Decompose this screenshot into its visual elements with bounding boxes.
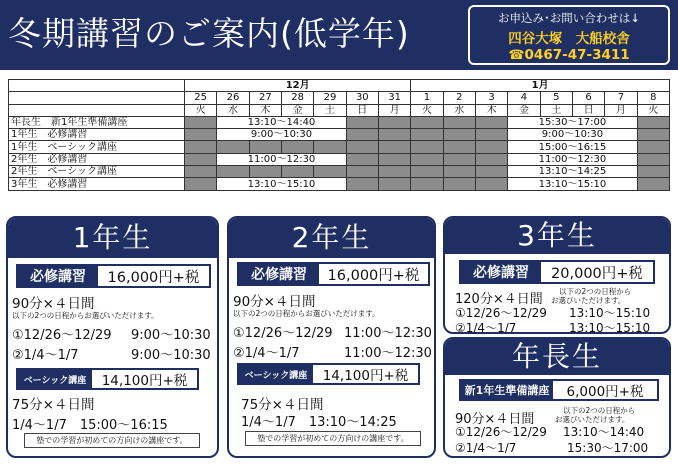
- table-row: [9, 178, 670, 190]
- grade2-card: [227, 216, 436, 458]
- closed-cell: [281, 141, 313, 153]
- plan-name: 必修講習: [239, 264, 319, 284]
- grade2-basic-plan: [237, 363, 420, 385]
- weekday-cell: 火: [637, 104, 669, 116]
- weekday-cell: 火: [411, 104, 443, 116]
- weekday-cell: 水: [443, 104, 475, 116]
- closed-cell: [346, 129, 378, 141]
- closed-cell: [411, 166, 443, 178]
- row-label: 2年生 ベーシック講座: [9, 166, 185, 178]
- duration: 75分×４日間: [12, 397, 95, 413]
- grade3-card: [443, 216, 671, 334]
- option-2-time: 11:00～12:30: [344, 346, 432, 361]
- option-2-date: ②1/4～1/7: [455, 441, 517, 455]
- closed-cell: [378, 129, 410, 141]
- option-1-time: 13:10～14:40: [563, 425, 645, 439]
- grade2-title: 2年生: [229, 218, 434, 258]
- closed-cell: [411, 178, 443, 190]
- plan-price: 20,000円+税: [551, 265, 643, 282]
- contact-label: お申込み･お問い合わせは↓: [498, 11, 640, 25]
- date-cell: 25: [185, 92, 217, 104]
- closed-cell: [249, 166, 281, 178]
- weekday-cell: 月: [605, 104, 637, 116]
- weekday-cell: 月: [378, 104, 410, 116]
- weekday-cell: 水: [217, 104, 249, 116]
- date-cell: 3: [475, 92, 507, 104]
- closed-cell: [443, 141, 475, 153]
- weekday-cell: 木: [475, 104, 507, 116]
- date-cell: 6: [572, 92, 604, 104]
- closed-cell: [314, 166, 346, 178]
- choose-note-1: 以下の2つの日程から: [563, 406, 636, 415]
- closed-cell: [411, 141, 443, 153]
- plan-price: 14,100円+税: [322, 368, 409, 384]
- jan-time-cell: 13:10～14:25: [508, 166, 637, 178]
- closed-cell: [185, 153, 217, 165]
- row-label: 1年生 必修講習: [9, 129, 185, 141]
- row-label: 3年生 必修講習: [9, 178, 185, 190]
- beginner-note: 塾での学習が初めての方向けの講座です。: [24, 433, 200, 448]
- closed-cell: [443, 153, 475, 165]
- closed-cell: [637, 153, 669, 165]
- closed-cell: [378, 166, 410, 178]
- option-2-date: ②1/4～1/7: [455, 321, 517, 335]
- plan-name: 新1年生準備講座: [461, 381, 553, 399]
- date-cell: 2: [443, 92, 475, 104]
- table-row: [9, 153, 670, 165]
- plan-price: 16,000円+税: [327, 267, 420, 284]
- closed-cell: [637, 166, 669, 178]
- dec-time-cell: 11:00～12:30: [217, 153, 346, 165]
- duration: 90分×４日間: [233, 294, 316, 310]
- header-blank: [9, 104, 185, 116]
- closed-cell: [411, 153, 443, 165]
- option-1-date: ①12/26～12/29: [12, 328, 112, 343]
- basic-date: 1/4～1/7 13:10～14:25: [241, 415, 397, 430]
- phone-line: [470, 47, 668, 63]
- duration: 75分×４日間: [241, 397, 324, 413]
- date-row: [9, 92, 670, 104]
- kinder-prep-plan: [459, 379, 659, 401]
- table-row: [9, 141, 670, 153]
- option-1-date: ①12/26～12/29: [455, 425, 547, 439]
- jan-time-cell: 11:00～12:30: [508, 153, 637, 165]
- closed-cell: [249, 141, 281, 153]
- closed-cell: [475, 166, 507, 178]
- table-row: [9, 166, 670, 178]
- closed-cell: [346, 153, 378, 165]
- row-label: 1年生 ベーシック講座: [9, 141, 185, 153]
- closed-cell: [475, 129, 507, 141]
- option-1-time: 13:10～15:10: [569, 306, 651, 320]
- plan-name: 必修講習: [461, 262, 541, 282]
- closed-cell: [475, 141, 507, 153]
- jan-time-cell: 15:30～17:00: [508, 116, 637, 128]
- closed-cell: [185, 116, 217, 128]
- weekday-cell: 金: [281, 104, 313, 116]
- option-1-time: 11:00～12:30: [344, 326, 432, 341]
- weekday-cell: 金: [508, 104, 540, 116]
- plan-name: 必修講習: [18, 266, 98, 286]
- duration: 120分×４日間: [455, 292, 543, 307]
- beginner-note: 塾での学習が初めての方向けの講座です。: [245, 431, 421, 446]
- closed-cell: [637, 116, 669, 128]
- closed-cell: [475, 153, 507, 165]
- grade1-title: 1年生: [8, 218, 217, 258]
- closed-cell: [314, 141, 346, 153]
- dec-time-cell: 13:10～15:10: [217, 178, 346, 190]
- date-cell: 29: [314, 92, 346, 104]
- option-1-date: ①12/26～12/29: [233, 326, 333, 341]
- option-2-time: 13:10～15:10: [569, 321, 651, 335]
- month-row: [9, 80, 670, 92]
- school-name: 四谷大塚 大船校舎: [508, 31, 630, 47]
- basic-date: 1/4～1/7 15:00～16:15: [12, 418, 168, 433]
- choose-note: 以下の2つの日程からお選びいただけます。: [233, 309, 380, 318]
- month-dec: 12月: [185, 80, 411, 92]
- jan-time-cell: 15:00～16:15: [508, 141, 637, 153]
- closed-cell: [637, 141, 669, 153]
- duration: 90分×４日間: [455, 412, 535, 427]
- closed-cell: [185, 166, 217, 178]
- closed-cell: [346, 116, 378, 128]
- date-cell: 26: [217, 92, 249, 104]
- closed-cell: [411, 116, 443, 128]
- closed-cell: [346, 141, 378, 153]
- date-cell: 1: [411, 92, 443, 104]
- closed-cell: [185, 141, 217, 153]
- date-cell: 5: [540, 92, 572, 104]
- option-2-time: 9:00～10:30: [131, 348, 211, 363]
- date-cell: 28: [281, 92, 313, 104]
- plan-price: 16,000円+税: [107, 269, 200, 286]
- table-row: [9, 129, 670, 141]
- page-title: 冬期講習のご案内(低学年): [8, 14, 410, 53]
- choose-note-2: お選びいただけます。: [551, 296, 626, 305]
- option-1-time: 9:00～10:30: [131, 328, 211, 343]
- date-cell: 27: [249, 92, 281, 104]
- header-blank: [9, 92, 185, 104]
- header-blank: [9, 80, 185, 92]
- month-jan: 1月: [411, 80, 670, 92]
- schedule-table: [8, 79, 670, 191]
- duration: 90分×４日間: [12, 296, 95, 312]
- closed-cell: [443, 116, 475, 128]
- choose-note: 以下の2つの日程からお選びいただけます。: [12, 311, 159, 320]
- closed-cell: [217, 141, 249, 153]
- closed-cell: [346, 178, 378, 190]
- closed-cell: [346, 166, 378, 178]
- closed-cell: [378, 178, 410, 190]
- option-2-date: ②1/4～1/7: [233, 346, 300, 361]
- grade1-basic-plan: [16, 368, 199, 390]
- closed-cell: [411, 129, 443, 141]
- date-cell: 31: [378, 92, 410, 104]
- plan-price: 6,000円+税: [566, 384, 644, 400]
- option-2-time: 15:30～17:00: [567, 441, 649, 455]
- closed-cell: [217, 166, 249, 178]
- option-1-date: ①12/26～12/29: [455, 306, 547, 320]
- choose-note-1: 以下の2つの日程から: [559, 287, 632, 296]
- jan-time-cell: 9:00～10:30: [508, 129, 637, 141]
- kinder-card: [443, 337, 671, 458]
- plan-name: ベーシック講座: [239, 365, 313, 383]
- plan-price: 14,100円+税: [101, 373, 188, 389]
- jan-time-cell: 13:10～15:10: [508, 178, 637, 190]
- weekday-row: [9, 104, 670, 116]
- dec-time-cell: 9:00～10:30: [217, 129, 346, 141]
- plan-name: ベーシック講座: [18, 370, 92, 388]
- choose-note-2: お選びいただけます。: [555, 415, 630, 424]
- date-cell: 8: [637, 92, 669, 104]
- closed-cell: [475, 178, 507, 190]
- closed-cell: [185, 178, 217, 190]
- grade3-required-plan: [459, 260, 655, 284]
- grade3-title: 3年生: [445, 218, 669, 254]
- weekday-cell: 土: [314, 104, 346, 116]
- weekday-cell: 土: [540, 104, 572, 116]
- weekday-cell: 火: [185, 104, 217, 116]
- row-label: 年長生 新1年生準備講座: [9, 116, 185, 128]
- header-banner: [0, 0, 678, 70]
- dec-time-cell: 13:10～14:40: [217, 116, 346, 128]
- weekday-cell: 日: [346, 104, 378, 116]
- kinder-title: 年長生: [445, 339, 669, 375]
- closed-cell: [378, 116, 410, 128]
- closed-cell: [637, 129, 669, 141]
- weekday-cell: 日: [572, 104, 604, 116]
- closed-cell: [475, 116, 507, 128]
- date-cell: 7: [605, 92, 637, 104]
- closed-cell: [637, 178, 669, 190]
- grade1-card: [6, 216, 219, 458]
- grade1-required-plan: [16, 264, 211, 288]
- table-row: [9, 116, 670, 128]
- grade2-required-plan: [237, 262, 430, 286]
- closed-cell: [281, 166, 313, 178]
- closed-cell: [443, 129, 475, 141]
- date-cell: 4: [508, 92, 540, 104]
- option-2-date: ②1/4～1/7: [12, 348, 79, 363]
- closed-cell: [378, 141, 410, 153]
- closed-cell: [443, 178, 475, 190]
- row-label: 2年生 必修講習: [9, 153, 185, 165]
- contact-box: [468, 5, 670, 65]
- phone-number[interactable]: 0467-47-3411: [524, 47, 630, 63]
- date-cell: 30: [346, 92, 378, 104]
- phone-icon: ☎: [508, 48, 525, 63]
- closed-cell: [185, 129, 217, 141]
- weekday-cell: 木: [249, 104, 281, 116]
- closed-cell: [378, 153, 410, 165]
- closed-cell: [443, 166, 475, 178]
